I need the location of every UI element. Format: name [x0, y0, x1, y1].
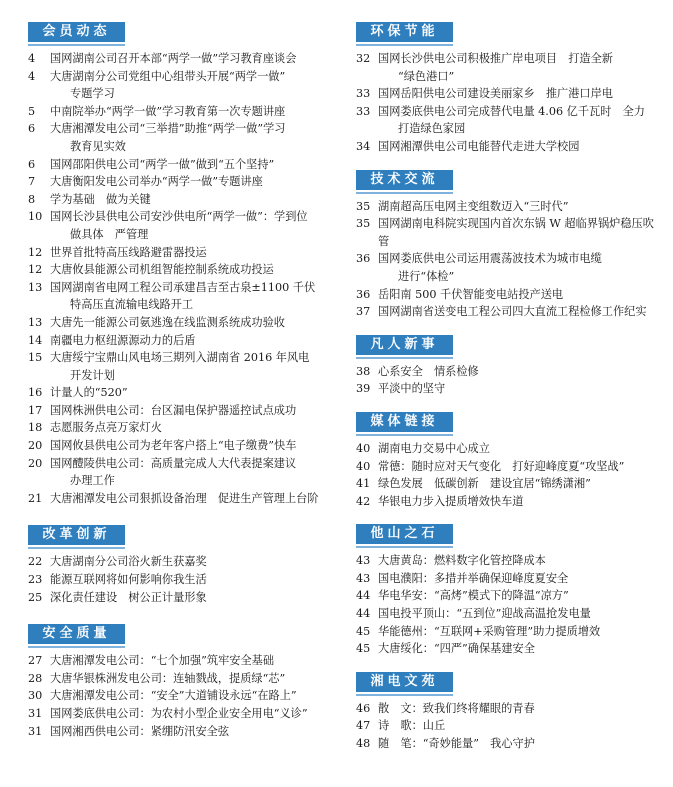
entry-title: [378, 458, 656, 476]
entry-title-continuation: 教育见实效: [70, 139, 126, 153]
entry-title-line: 诗 歌：山丘: [378, 719, 446, 733]
page-number: 14: [28, 333, 43, 347]
toc-entry[interactable]: [28, 589, 338, 607]
page-number: 5: [28, 104, 36, 118]
entry-title-line: 国网株洲供电公司：台区漏电保护器遥控试点成功: [50, 403, 297, 417]
toc-section: [28, 22, 338, 507]
toc-entry[interactable]: [28, 103, 338, 121]
toc-entry[interactable]: [28, 437, 338, 455]
page-number: 44: [356, 607, 371, 621]
entry-title: [378, 587, 656, 605]
section-title: 改革创新: [42, 527, 111, 543]
entry-title: [378, 475, 656, 493]
entry-title: [378, 552, 656, 570]
page-number: 45: [356, 624, 371, 638]
entry-title: [378, 380, 656, 398]
entry-title-line: 大唐湘潭发电公司：“七个加强”筑牢安全基础: [50, 654, 275, 668]
entry-title-line: 大唐湘潭发电公司“三举措”助推“两学一做”学习: [50, 122, 286, 136]
toc-entry[interactable]: [28, 191, 338, 209]
section-header: [28, 22, 125, 42]
toc-entry[interactable]: [28, 723, 338, 741]
entry-title-continuation: 特高压直流输电线路开工: [70, 298, 194, 312]
toc-entry[interactable]: [356, 303, 656, 321]
toc-entry[interactable]: [356, 380, 656, 398]
page-number: 37: [356, 305, 371, 319]
toc-entry-list: [356, 700, 656, 753]
section-spacer: [356, 510, 656, 524]
entry-title-line: 平淡中的坚守: [378, 382, 446, 396]
toc-entry[interactable]: [356, 570, 656, 588]
entry-title-continuation: 做具体 严管理: [70, 227, 149, 241]
section-spacer: [28, 507, 338, 525]
section-spacer: [356, 658, 656, 672]
entry-title-line: 国网湖南公司召开本部“两学一做”学习教育座谈会: [50, 52, 297, 65]
entry-title-continuation: 开发计划: [70, 368, 115, 382]
toc-section: [356, 22, 656, 156]
toc-entry[interactable]: [356, 735, 656, 753]
section-header: [356, 524, 453, 544]
toc-entry[interactable]: [356, 250, 656, 285]
toc-section: [356, 170, 656, 321]
toc-entry-list: [28, 50, 338, 507]
entry-title: [378, 250, 656, 285]
page-number: 4: [28, 52, 36, 65]
toc-section: [356, 412, 656, 510]
page-number: 25: [28, 590, 43, 604]
entry-title-line: 大唐华银株洲发电公司：连轴戮战，提质绿“芯”: [50, 671, 286, 685]
entry-title-line: 华银电力步入提质增效快车道: [378, 494, 524, 508]
toc-entry[interactable]: [356, 215, 656, 250]
page-number: 41: [356, 477, 371, 491]
page-number: 18: [28, 421, 43, 435]
page-number: 32: [356, 52, 371, 65]
entry-title-line: 国网湖南省电网工程公司承建昌吉至古泉±1100 千伏: [50, 280, 316, 294]
page-number: 27: [28, 654, 43, 668]
entry-title-line: 国网醴陵供电公司：高质量完成人大代表提案建议: [50, 456, 297, 470]
toc-entry[interactable]: [28, 208, 338, 243]
entry-title: [378, 103, 656, 138]
entry-title: [50, 652, 338, 670]
entry-title: [50, 208, 338, 243]
entry-title-line: 大唐湖南分公司浴火新生获嘉奖: [50, 555, 207, 569]
entry-title: [378, 735, 656, 753]
entry-title-line: 南疆电力枢纽源源动力的后盾: [50, 333, 196, 347]
entry-title: [378, 363, 656, 381]
entry-title: [378, 640, 656, 658]
toc-entry[interactable]: [356, 198, 656, 216]
entry-title: [50, 455, 338, 490]
entry-title: [50, 191, 338, 209]
toc-entry[interactable]: [28, 384, 338, 402]
entry-title: [378, 700, 656, 718]
toc-section: [28, 624, 338, 740]
toc-left-column: [28, 22, 338, 740]
section-title: 安全质量: [42, 626, 111, 642]
entry-title-line: 国网娄底供电公司完成替代电量 4.06 亿千瓦时 全力: [378, 104, 645, 118]
page-number: 43: [356, 554, 371, 568]
page-number: 33: [356, 87, 371, 101]
section-spacer: [356, 156, 656, 170]
section-header: [28, 525, 125, 545]
toc-entry[interactable]: [28, 490, 338, 508]
entry-title-line: 志愿服务点亮万家灯火: [50, 421, 162, 435]
entry-title: [378, 85, 656, 103]
entry-title: [378, 215, 656, 250]
toc-entry[interactable]: [28, 349, 338, 384]
toc-entry[interactable]: [28, 687, 338, 705]
entry-title-line: 国电投平顶山：“五到位”迎战高温抢发电量: [378, 607, 591, 621]
page-number: 39: [356, 382, 371, 396]
page-number: 20: [28, 456, 43, 470]
entry-title-line: 深化责任建设 树公正计量形象: [50, 590, 207, 604]
entry-title-line: 国网娄底供电公司运用震荡波技术为城市电缆: [378, 252, 602, 266]
toc-entry[interactable]: [28, 402, 338, 420]
entry-title-line: 国网湘西供电公司：紧绷防汛安全弦: [50, 724, 230, 738]
page-number: 12: [28, 245, 43, 259]
entry-title: [50, 553, 338, 571]
entry-title-line: 国网长沙县供电公司安沙供电所“两学一做”：学到位: [50, 210, 308, 224]
toc-entry[interactable]: [356, 138, 656, 156]
page-number: 23: [28, 573, 43, 587]
page-number: 31: [28, 707, 43, 720]
page-number: 21: [28, 491, 43, 505]
toc-entry[interactable]: [28, 173, 338, 191]
section-header: [356, 412, 453, 432]
page-number: 6: [28, 122, 36, 136]
entry-title-line: 散 文：致我们终将耀眼的青春: [378, 701, 535, 715]
page-number: 20: [28, 439, 43, 453]
entry-title-continuation: 进行“体检”: [398, 269, 455, 283]
page-number: 30: [28, 689, 43, 703]
page-number: 10: [28, 210, 43, 224]
entry-title-line: 华能德州：“互联网+采购管理”助力提质增效: [378, 624, 601, 638]
toc-entry-list: [28, 553, 338, 606]
page-number: 34: [356, 139, 371, 153]
section-header: [356, 672, 453, 692]
toc-entry[interactable]: [356, 85, 656, 103]
entry-title-line: 国电濮阳：多措并举确保迎峰度夏安全: [378, 571, 569, 585]
toc-section: [356, 524, 656, 658]
toc-entry[interactable]: [356, 717, 656, 735]
section-title: 环保节能: [370, 24, 439, 39]
entry-title: [50, 490, 338, 508]
entry-title: [378, 440, 656, 458]
section-header: [356, 22, 453, 42]
entry-title-line: 世界首批特高压线路避雷器投运: [50, 245, 207, 259]
toc-entry[interactable]: [28, 68, 338, 103]
entry-title-line: 国网湘潭供电公司电能替代走进大学校园: [378, 139, 580, 153]
toc-entry[interactable]: [28, 156, 338, 174]
toc-entry[interactable]: [28, 455, 338, 490]
toc-entry[interactable]: [356, 475, 656, 493]
section-header: [356, 170, 453, 190]
entry-title: [50, 332, 338, 350]
entry-title: [50, 50, 338, 68]
toc-entry[interactable]: [28, 670, 338, 688]
entry-title-continuation: “绿色港口”: [398, 69, 455, 83]
entry-title: [50, 156, 338, 174]
section-spacer: [28, 606, 338, 624]
entry-title: [50, 705, 338, 723]
entry-title: [50, 723, 338, 741]
toc-entry[interactable]: [356, 458, 656, 476]
toc-entry[interactable]: [356, 623, 656, 641]
toc-entry[interactable]: [28, 120, 338, 155]
entry-title-line: 大唐攸县能源公司机组智能控制系统成功投运: [50, 263, 274, 277]
entry-title-line: 心系安全 情系检修: [378, 364, 479, 378]
entry-title-line: 国网长沙供电公司积极推广岸电项目 打造全新: [378, 52, 613, 65]
toc-entry-list: [356, 198, 656, 321]
entry-title: [50, 244, 338, 262]
entry-title: [50, 173, 338, 191]
page-number: 40: [356, 441, 371, 455]
entry-title: [50, 402, 338, 420]
entry-title: [50, 419, 338, 437]
page-number: 4: [28, 69, 36, 83]
toc-right-column: [356, 22, 656, 753]
toc-entry[interactable]: [28, 314, 338, 332]
page-number: 38: [356, 364, 371, 378]
toc-entry-list: [356, 552, 656, 658]
entry-title: [378, 286, 656, 304]
toc-entry-list: [356, 363, 656, 398]
toc-section: [356, 672, 656, 753]
entry-title-line: 能源互联网将如何影响你我生活: [50, 573, 207, 587]
toc-entry[interactable]: [28, 279, 338, 314]
page-number: 8: [28, 192, 36, 206]
section-header: [28, 624, 125, 644]
entry-title: [50, 261, 338, 279]
entry-title-line: 学为基础 做为关键: [50, 192, 151, 206]
entry-title: [378, 570, 656, 588]
toc-entry[interactable]: [356, 700, 656, 718]
entry-title: [378, 198, 656, 216]
entry-title-line: 大唐先一能源公司氨逃逸在线监测系统成功验收: [50, 315, 285, 329]
toc-entry[interactable]: [28, 705, 338, 723]
page-number: 44: [356, 589, 371, 603]
page-number: 15: [28, 351, 43, 365]
page-number: 17: [28, 403, 43, 417]
toc-entry[interactable]: [28, 244, 338, 262]
entry-title: [50, 589, 338, 607]
page-number: 31: [28, 724, 43, 738]
entry-title: [378, 623, 656, 641]
page-number: 7: [28, 175, 36, 189]
entry-title-line: 岳阳南 500 千伏智能变电站投产送电: [378, 287, 564, 301]
toc-entry[interactable]: [28, 571, 338, 589]
toc-entry[interactable]: [28, 50, 338, 68]
section-header: [356, 335, 453, 355]
toc-entry-list: [356, 440, 656, 510]
toc-entry[interactable]: [356, 605, 656, 623]
entry-title: [50, 120, 338, 155]
toc-entry[interactable]: [356, 440, 656, 458]
entry-title-line: 大唐衡阳发电公司举办“两学一做”专题讲座: [50, 175, 263, 189]
page-number: 36: [356, 252, 371, 266]
toc-entry[interactable]: [356, 587, 656, 605]
page-number: 33: [356, 104, 371, 118]
section-title: 他山之石: [370, 526, 439, 542]
section-title: 湘电文苑: [370, 673, 439, 689]
page-number: 42: [356, 494, 371, 508]
section-title: 凡人新事: [370, 336, 439, 352]
entry-title: [50, 314, 338, 332]
entry-title-line: 绿色发展 低碳创新 建设宜居“锦绣潇湘”: [378, 477, 591, 491]
page-number: 43: [356, 571, 371, 585]
toc-section: [28, 525, 338, 606]
page-number: 28: [28, 671, 43, 685]
section-title: 媒体链接: [370, 413, 439, 429]
entry-title: [378, 303, 656, 321]
entry-title-line: 国网岳阳供电公司建设美丽家乡 推广港口岸电: [378, 87, 613, 101]
entry-title-line: 国网湖南省送变电工程公司四大直流工程检修工作纪实: [378, 305, 647, 319]
page-number: 13: [28, 315, 43, 329]
entry-title-continuation: 办理工作: [70, 474, 115, 488]
entry-title-line: 华电华安：“高烤”模式下的降温“凉方”: [378, 589, 569, 603]
toc-entry[interactable]: [28, 553, 338, 571]
toc-entry[interactable]: [356, 552, 656, 570]
page-number: 45: [356, 642, 371, 656]
toc-entry[interactable]: [28, 261, 338, 279]
page-number: 40: [356, 459, 371, 473]
entry-title-line: 国网邵阳供电公司“两学一做”做到“五个坚持”: [50, 157, 275, 171]
entry-title: [50, 349, 338, 384]
entry-title-line: 湖南超高压电网主变组数迈入“三时代”: [378, 199, 569, 213]
entry-title: [50, 68, 338, 103]
toc-entry[interactable]: [28, 332, 338, 350]
toc-entry[interactable]: [28, 419, 338, 437]
entry-title-line: 中南院举办“两学一做”学习教育第一次专题讲座: [50, 104, 286, 118]
entry-title: [50, 687, 338, 705]
entry-title-line: 计量人的“520”: [50, 386, 128, 400]
toc-entry[interactable]: [356, 286, 656, 304]
page-number: 36: [356, 287, 371, 301]
toc-entry-list: [356, 50, 656, 156]
page-number: 47: [356, 719, 371, 733]
entry-title: [50, 279, 338, 314]
page-number: 35: [356, 199, 371, 213]
entry-title-line: 国网湖南电科院实现国内首次东锅 W 超临界锅炉稳压吹管: [378, 217, 654, 248]
entry-title: [50, 103, 338, 121]
toc-entry[interactable]: [356, 103, 656, 138]
toc-entry[interactable]: [356, 363, 656, 381]
toc-entry[interactable]: [356, 493, 656, 511]
toc-section: [356, 335, 656, 398]
entry-title: [50, 670, 338, 688]
entry-title-line: 大唐黄岛：燃料数字化管控降成本: [378, 554, 546, 568]
entry-title-line: 大唐湘潭发电公司狠抓设备治理 促进生产管理上台阶: [50, 491, 319, 505]
entry-title-continuation: 打造绿色家园: [398, 122, 466, 136]
entry-title-line: 常德：随时应对天气变化 打好迎峰度夏“攻坚战”: [378, 459, 625, 473]
section-spacer: [356, 398, 656, 412]
page-number: 6: [28, 157, 36, 171]
entry-title: [378, 138, 656, 156]
page-number: 46: [356, 701, 371, 715]
toc-entry[interactable]: [28, 652, 338, 670]
entry-title-line: 国网攸县供电公司为老年客户搭上“电子缴费”快车: [50, 439, 297, 453]
page-number: 22: [28, 555, 43, 569]
page-number: 48: [356, 737, 371, 751]
toc-entry[interactable]: [356, 640, 656, 658]
entry-title-line: 大唐湘潭发电公司：“安全”大道铺设永远“在路上”: [50, 689, 297, 703]
entry-title: [378, 50, 656, 85]
entry-title: [50, 437, 338, 455]
page-number: 12: [28, 263, 43, 277]
page-number: 16: [28, 386, 43, 400]
entry-title: [50, 384, 338, 402]
toc-entry[interactable]: [356, 50, 656, 85]
entry-title-continuation: 专题学习: [70, 87, 115, 101]
entry-title-line: 大唐湖南分公司党组中心组带头开展“两学一做”: [50, 69, 286, 83]
entry-title: [378, 493, 656, 511]
entry-title-line: 随 笔：“奇妙能量” 我心守护: [378, 737, 535, 751]
toc-entry-list: [28, 652, 338, 740]
entry-title: [378, 605, 656, 623]
entry-title-line: 湖南电力交易中心成立: [378, 441, 490, 455]
page-number: 13: [28, 280, 43, 294]
entry-title-line: 国网娄底供电公司：为农村小型企业安全用电“义诊”: [50, 707, 308, 720]
entry-title: [50, 571, 338, 589]
entry-title: [378, 717, 656, 735]
section-title: 技术交流: [370, 171, 439, 187]
page-number: 35: [356, 217, 371, 231]
entry-title-line: 大唐绥宁宝鼎山风电场三期列入湖南省 2016 年风电: [50, 351, 310, 365]
section-title: 会员动态: [42, 24, 111, 39]
section-spacer: [356, 321, 656, 335]
entry-title-line: 大唐绥化：“四严”确保基建安全: [378, 642, 535, 656]
